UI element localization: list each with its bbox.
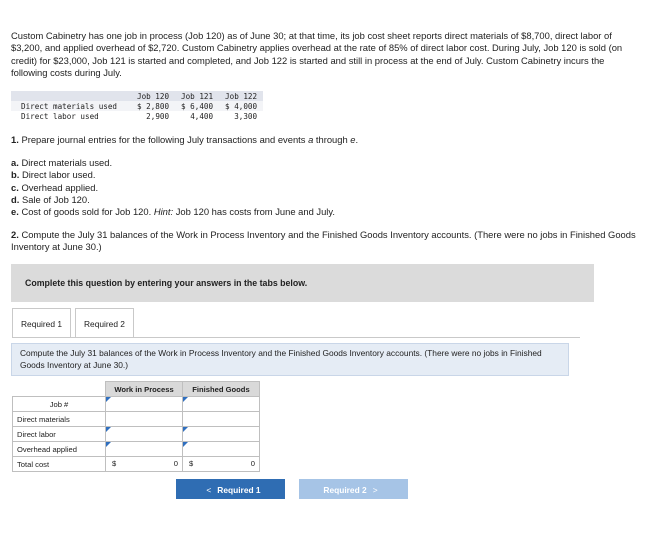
cost-table-header <box>11 91 263 101</box>
chevron-left-icon: < <box>206 485 212 495</box>
entry-row-labor <box>13 427 260 442</box>
fg-job-input[interactable] <box>183 397 259 411</box>
event-letter: c. <box>11 181 19 193</box>
cost-table <box>11 91 263 121</box>
event-item <box>11 206 335 218</box>
tab-divider <box>12 337 580 338</box>
entry-row-label: Overhead applied <box>13 442 106 457</box>
event-letter: b. <box>11 169 20 181</box>
question-2-number: 2. <box>11 229 19 240</box>
question-1-text: Prepare journal entries for the following July transactions and events <box>21 134 309 145</box>
instruction-banner: Complete this question by entering your answers in the tabs below. <box>11 264 594 302</box>
entry-row-materials <box>13 412 260 427</box>
cost-row-label: Direct materials used <box>11 101 131 111</box>
fg-materials-cell[interactable] <box>183 412 260 427</box>
event-text: Overhead applied. <box>21 181 99 193</box>
wip-total-cell <box>106 457 183 472</box>
problem-intro: Custom Cabinetry has one job in process (Job 120) as of June 30; at that time, its job cost sheet reports direct materials of $8,700, direct labor of $3,200, and applied overhead of $2,720. Custom Cabinetry applies overhead at the rate of 85% of direct labor cost. During July, Job 120 is sold (on credit) for $23,000, Job 121 is started and completed, and Job 122 is started and still in process at the end of July. Custom Cabinetry incurs the following costs during July. <box>11 30 623 78</box>
prev-button-label: Required 1 <box>217 485 261 495</box>
event-item <box>11 157 335 169</box>
tab-required-1[interactable]: Required 1 <box>12 308 71 338</box>
question-2-text: Compute the July 31 balances of the Work in Process Inventory and the Finished Goods Inventory accounts. (There were no jobs in Finished Goods Inventory at June 30.) <box>11 229 636 253</box>
cost-header-job-122: Job 122 <box>219 91 263 101</box>
event-text: Sale of Job 120. <box>21 193 90 205</box>
question-1-text3: . <box>355 134 359 145</box>
cost-header-job-121: Job 121 <box>175 91 219 101</box>
question-2 <box>11 229 641 254</box>
cost-row-label: Direct labor used <box>21 111 99 121</box>
event-hint-label: Hint: <box>153 206 174 218</box>
fg-overhead-input[interactable] <box>183 442 259 456</box>
chevron-right-icon: > <box>372 485 378 495</box>
question-1 <box>11 134 358 145</box>
cost-value: 2,900 <box>146 111 170 121</box>
wip-materials-input[interactable] <box>106 412 182 426</box>
entry-header-fg: Finished Goods <box>183 382 260 397</box>
wip-labor-cell[interactable] <box>106 427 183 442</box>
entry-row-overhead <box>13 442 260 457</box>
tab-instructions: Compute the July 31 balances of the Work in Process Inventory and the Finished Goods Inventory accounts. (There were no jobs in Finished Goods Inventory at June 30.) <box>11 343 569 376</box>
fg-overhead-cell[interactable] <box>183 442 260 457</box>
currency-symbol: $ <box>112 459 117 468</box>
fg-materials-input[interactable] <box>183 412 259 426</box>
question-1-text2: through <box>313 134 351 145</box>
wip-job-cell[interactable] <box>106 397 183 412</box>
event-letter: a. <box>11 157 19 168</box>
event-item <box>11 194 335 206</box>
event-hint: Job 120 has costs from June and July. <box>173 206 335 218</box>
events-list <box>11 157 335 218</box>
fg-labor-input[interactable] <box>183 427 259 441</box>
input-marker-icon <box>106 427 111 432</box>
event-letter: e. <box>11 206 19 218</box>
entry-row-job <box>13 397 260 412</box>
entry-corner <box>13 382 106 397</box>
fg-labor-cell[interactable] <box>183 427 260 442</box>
wip-overhead-cell[interactable] <box>106 442 183 457</box>
input-marker-icon <box>106 397 111 402</box>
event-text: Cost of goods sold for Job 120. <box>21 206 154 218</box>
next-required-button[interactable] <box>299 479 408 499</box>
entry-row-total <box>13 457 260 472</box>
cost-value: $ 4,000 <box>219 101 263 111</box>
balance-entry-table <box>12 381 260 472</box>
fg-total-cell <box>183 457 260 472</box>
cost-table-corner <box>11 91 131 101</box>
cost-row-materials <box>11 101 263 111</box>
cost-header-job-120: Job 120 <box>131 91 175 101</box>
question-1-number: 1. <box>11 134 19 145</box>
currency-symbol: $ <box>189 459 194 468</box>
entry-row-label-job: Job # <box>13 397 106 412</box>
input-marker-icon <box>183 397 188 402</box>
input-marker-icon <box>106 442 111 447</box>
fg-job-cell[interactable] <box>183 397 260 412</box>
event-item <box>11 182 335 194</box>
entry-row-label-total: Total cost <box>13 457 106 472</box>
tab-required-2[interactable]: Required 2 <box>75 308 134 338</box>
wip-materials-cell[interactable] <box>106 412 183 427</box>
wip-labor-input[interactable] <box>106 427 182 441</box>
question-1-italic-a: a <box>308 134 314 145</box>
question-1-italic-e: e <box>350 134 356 145</box>
entry-row-label: Direct labor <box>13 427 106 442</box>
wip-job-input[interactable] <box>106 397 182 411</box>
entry-row-label: Direct materials <box>13 412 106 427</box>
event-item <box>11 169 335 181</box>
entry-header-row <box>13 382 260 397</box>
cost-row-labor <box>11 111 263 121</box>
wip-total-value: 0 <box>173 459 178 468</box>
cost-value: $ 2,800 <box>131 101 175 111</box>
event-text: Direct labor used. <box>21 169 96 181</box>
tab-bar <box>12 308 138 338</box>
event-letter: d. <box>11 193 20 205</box>
fg-total-value: 0 <box>250 459 255 468</box>
next-button-label: Required 2 <box>323 485 367 495</box>
prev-required-button[interactable] <box>176 479 285 499</box>
wip-overhead-input[interactable] <box>106 442 182 456</box>
input-marker-icon <box>183 427 188 432</box>
event-text: Direct materials used. <box>21 157 113 168</box>
cost-value: 4,400 <box>190 111 214 121</box>
cost-value: $ 6,400 <box>175 101 219 111</box>
cost-value: 3,300 <box>234 111 258 121</box>
input-marker-icon <box>183 442 188 447</box>
entry-header-wip: Work in Process <box>106 382 183 397</box>
